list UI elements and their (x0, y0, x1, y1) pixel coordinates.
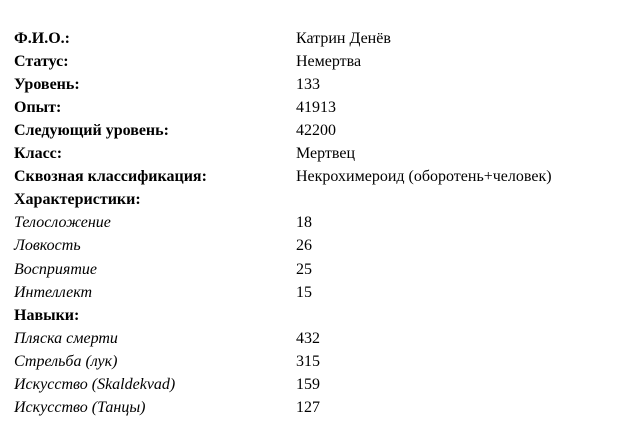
name-label: Ф.И.О.: (14, 30, 70, 47)
row-class (0, 142, 618, 165)
next-level-value: 42200 (296, 122, 336, 139)
skill-value: 315 (296, 353, 320, 370)
skill-value: 127 (296, 399, 320, 416)
row-characteristics-header (0, 188, 618, 211)
row-name (0, 27, 618, 50)
next-level-label: Следующий уровень: (14, 122, 169, 139)
characteristic-value: 26 (296, 237, 312, 254)
skill-label: Пляска смерти (14, 330, 118, 347)
characteristic-row (0, 211, 618, 234)
characteristic-row (0, 258, 618, 281)
status-value: Немертва (296, 53, 362, 70)
class-value: Мертвец (296, 145, 356, 162)
class-label: Класс: (14, 145, 63, 162)
skill-row (0, 350, 618, 373)
experience-value: 41913 (296, 99, 336, 116)
row-status (0, 50, 618, 73)
skill-row (0, 327, 618, 350)
characteristic-label: Телосложение (14, 214, 111, 231)
row-classification (0, 165, 618, 188)
row-level (0, 73, 618, 96)
characteristic-row (0, 234, 618, 257)
skill-row (0, 373, 618, 396)
row-experience (0, 96, 618, 119)
status-label: Статус: (14, 53, 69, 70)
skills-header: Навыки: (14, 307, 80, 324)
skill-label: Искусство (Skaldekvad) (14, 376, 176, 393)
skill-value: 159 (296, 376, 320, 393)
skill-label: Искусство (Танцы) (14, 399, 146, 416)
row-next-level (0, 119, 618, 142)
classification-value: Некрохимероид (оборотень+человек) (296, 168, 552, 185)
classification-label: Сквозная классификация: (14, 168, 207, 185)
experience-label: Опыт: (14, 99, 62, 116)
characteristics-header: Характеристики: (14, 191, 141, 208)
level-label: Уровень: (14, 76, 80, 93)
row-skills-header (0, 304, 618, 327)
characteristic-label: Восприятие (14, 261, 97, 278)
characteristic-label: Интеллект (14, 284, 93, 301)
skill-value: 432 (296, 330, 320, 347)
characteristic-row (0, 281, 618, 304)
skill-row (0, 396, 618, 419)
skill-label: Стрельба (лук) (14, 353, 118, 370)
characteristic-value: 18 (296, 214, 312, 231)
characteristic-value: 15 (296, 284, 312, 301)
characteristic-label: Ловкость (14, 237, 81, 254)
characteristic-value: 25 (296, 261, 312, 278)
level-value: 133 (296, 76, 320, 93)
name-value: Катрин Денёв (296, 30, 391, 47)
